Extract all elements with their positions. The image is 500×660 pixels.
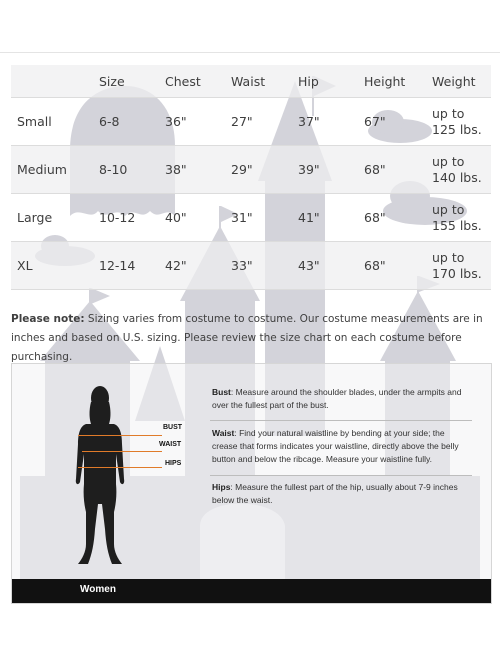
bust-text: : Measure around the shoulder blades, under the armpits and over the fullest part of the bust. xyxy=(212,387,462,410)
sizing-note xyxy=(11,310,489,367)
table-cell: 38" xyxy=(159,146,225,194)
table-cell: 31" xyxy=(225,194,292,242)
table-cell: XL xyxy=(11,242,93,290)
table-cell: 68" xyxy=(358,242,426,290)
table-cell: Large xyxy=(11,194,93,242)
waist-line xyxy=(82,451,162,452)
header-cell: Waist xyxy=(231,73,266,89)
bust-label: BUST xyxy=(163,424,183,431)
note-text: Sizing varies from costume to costume. Our costume measurements are in inches and based on U.S. sizing. Please review the size chart on each costume before purchasing. xyxy=(11,313,483,363)
hips-term: Hips xyxy=(212,482,231,492)
divider xyxy=(210,475,472,476)
header-cell xyxy=(11,65,93,98)
waist-label: WAIST xyxy=(159,441,182,448)
table-cell: 68" xyxy=(358,146,426,194)
footer-label: Women xyxy=(80,584,116,595)
hips-description xyxy=(212,481,472,507)
table-cell: up to 155 lbs. xyxy=(426,194,491,242)
note-label: Please note: xyxy=(11,313,85,325)
table-cell: 43" xyxy=(292,242,358,290)
table-cell: 33" xyxy=(225,242,292,290)
table-cell: Small xyxy=(11,98,93,146)
women-footer-bar xyxy=(12,579,491,603)
table-cell: 36" xyxy=(159,98,225,146)
waist-description xyxy=(212,427,472,466)
hips-label: HIPS xyxy=(165,460,182,467)
top-divider xyxy=(0,52,500,53)
table-cell: 8-10 xyxy=(93,146,159,194)
woman-silhouette-icon xyxy=(60,384,140,572)
table-cell: 37" xyxy=(292,98,358,146)
table-row xyxy=(11,98,491,146)
size-chart-table xyxy=(11,65,491,290)
header-cell: Hip xyxy=(298,73,319,89)
table-cell: 29" xyxy=(225,146,292,194)
table-cell: 67" xyxy=(358,98,426,146)
table-cell: 10-12 xyxy=(93,194,159,242)
bust-line xyxy=(78,435,162,436)
hips-line xyxy=(78,467,162,468)
table-cell: 12-14 xyxy=(93,242,159,290)
bust-term: Bust xyxy=(212,387,231,397)
waist-text: : Find your natural waistline by bending at your side; the crease that forms indicates your waistline, directly above the belly button and below the ribcage. Measure your waistline fully. xyxy=(212,428,459,464)
table-cell: 27" xyxy=(225,98,292,146)
waist-term: Waist xyxy=(212,428,235,438)
table-row xyxy=(11,242,491,290)
table-cell: 42" xyxy=(159,242,225,290)
divider xyxy=(210,420,472,421)
bust-description xyxy=(212,386,472,412)
table-cell: 39" xyxy=(292,146,358,194)
table-cell: Medium xyxy=(11,146,93,194)
header-cell: Weight xyxy=(432,73,476,89)
measuring-guide xyxy=(11,363,492,604)
table-cell: up to 140 lbs. xyxy=(426,146,491,194)
table-cell: 40" xyxy=(159,194,225,242)
table-cell: 68" xyxy=(358,194,426,242)
header-cell: Chest xyxy=(165,73,201,89)
table-cell: up to 170 lbs. xyxy=(426,242,491,290)
table-cell: 41" xyxy=(292,194,358,242)
table-cell: 6-8 xyxy=(93,98,159,146)
header-cell: Size xyxy=(99,73,125,89)
header-cell: Height xyxy=(364,73,406,89)
table-cell: up to 125 lbs. xyxy=(426,98,491,146)
table-row xyxy=(11,194,491,242)
hips-text: : Measure the fullest part of the hip, usually about 7-9 inches below the waist. xyxy=(212,482,458,505)
table-row xyxy=(11,146,491,194)
table-header-row xyxy=(11,65,491,98)
